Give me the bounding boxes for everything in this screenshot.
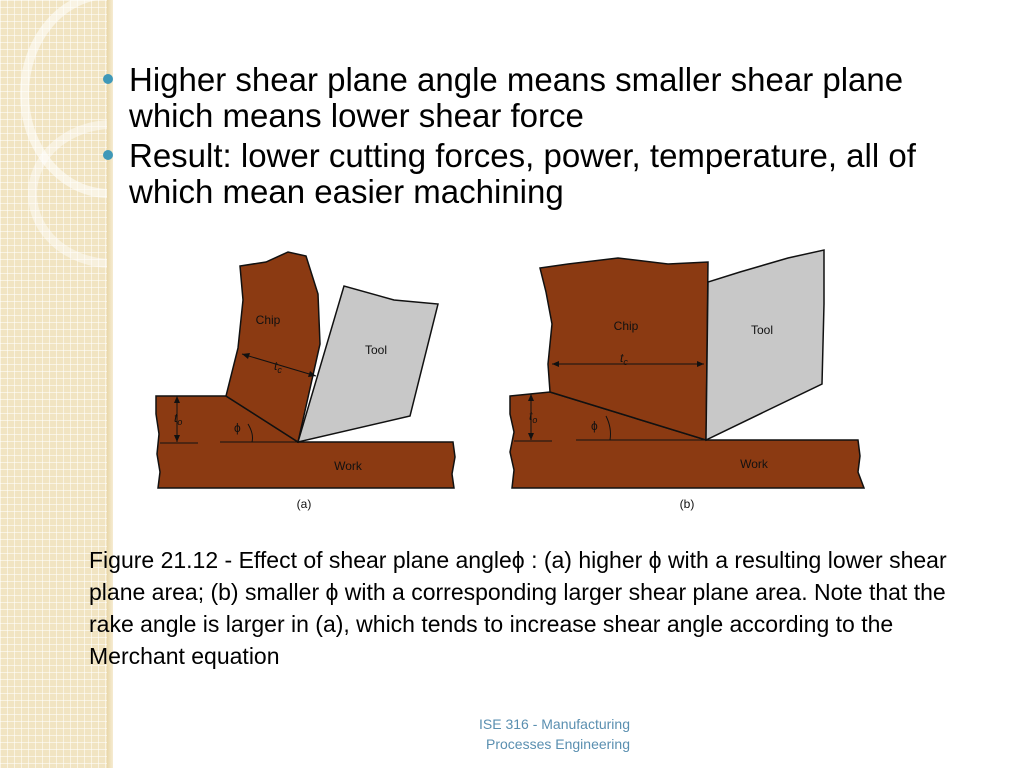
bullet-text: Result: lower cutting forces, power, temperature, all of which mean easier machining <box>129 138 916 210</box>
slide-footer <box>380 714 630 754</box>
chip-label-b: Chip <box>613 319 639 333</box>
figure-caption: Figure 21.12 - Effect of shear plane angleϕ : (a) higher ϕ with a resulting lower shear plane area; (b) smaller ϕ with a corresponding larger shear plane area. Note that the rake angle is larger in (a), which tends to increase shear angle according to the Merchant equation <box>89 547 947 669</box>
tool-label-a: Tool <box>364 343 388 357</box>
bullet-item <box>103 138 943 250</box>
to-label-b: $t_o$ <box>529 409 538 425</box>
chip-label-a: Chip <box>255 313 281 327</box>
tc-label-a: $t_c$ <box>274 359 282 375</box>
tc-label-b: $t_c$ <box>620 351 628 367</box>
work-label-b: Work <box>740 457 768 471</box>
panel-label-b: (b) <box>679 497 695 511</box>
tool-label-b: Tool <box>750 323 774 337</box>
panel-label-a: (a) <box>296 497 312 511</box>
shear-plane-diagram <box>148 244 868 516</box>
bullet-dot-icon <box>103 150 113 160</box>
panel-a <box>156 252 455 511</box>
panel-b <box>510 250 864 511</box>
tool-b <box>706 250 824 440</box>
footer-line: ISE 316 - Manufacturing <box>479 716 630 732</box>
bullet-text: Higher shear plane angle means smaller shear plane which means lower shear force <box>129 61 904 134</box>
phi-label-a: ϕ <box>234 421 241 435</box>
bullet-item <box>103 62 943 134</box>
bullet-list <box>103 62 943 254</box>
to-label-a: $t_o$ <box>174 411 183 427</box>
bullet-dot-icon <box>103 74 113 84</box>
phi-label-b: ϕ <box>591 419 598 433</box>
footer-line: Processes Engineering <box>486 736 630 752</box>
work-label-a: Work <box>334 459 362 473</box>
